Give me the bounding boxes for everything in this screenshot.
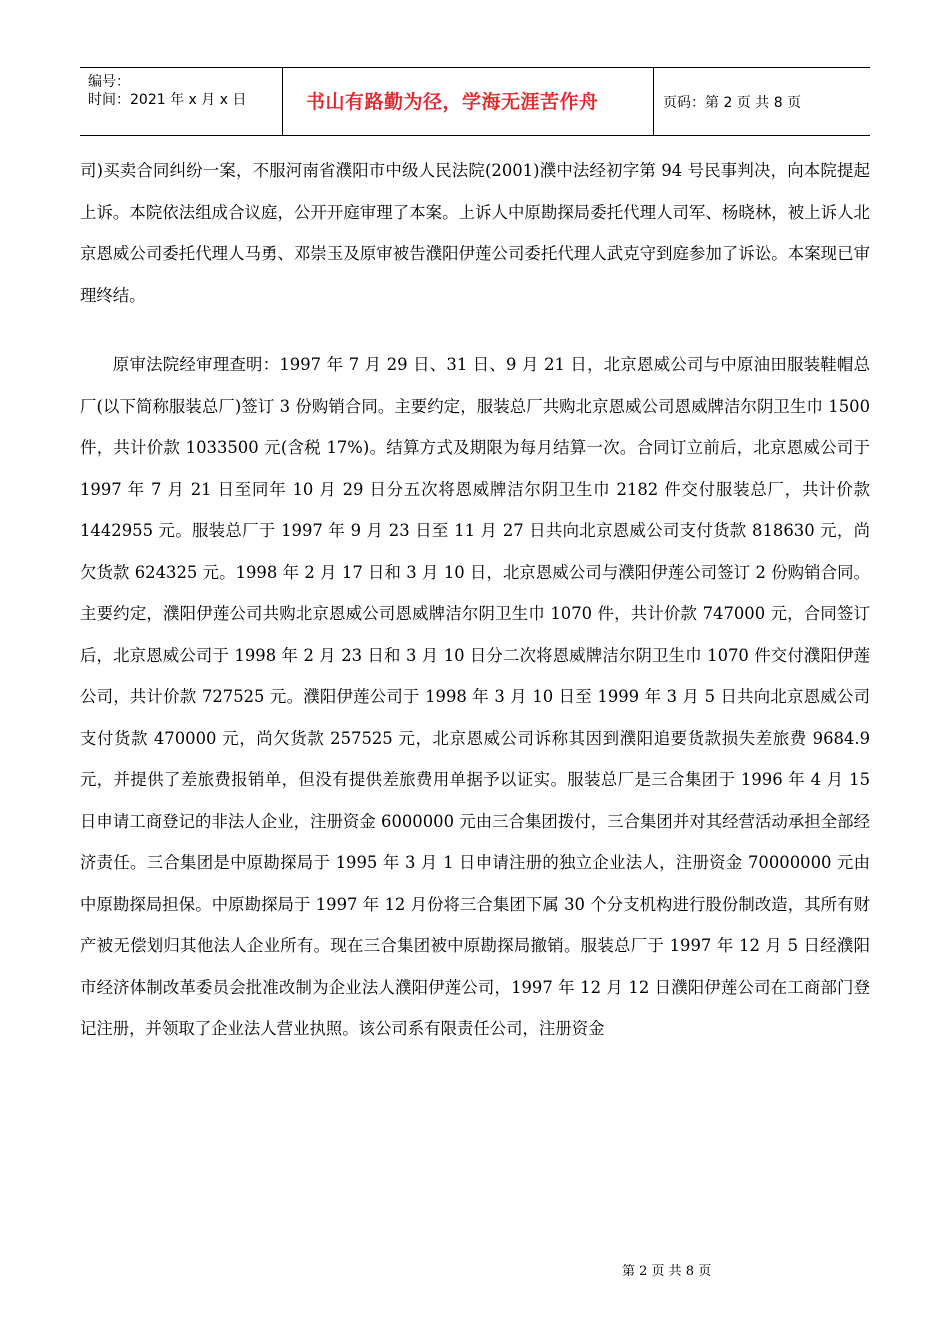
header-bottom-rule: [80, 135, 870, 136]
header-time-label: 时间：2021 年 x 月 x 日: [88, 92, 247, 108]
header-top-rule: [80, 67, 870, 68]
page-header: [80, 67, 870, 137]
header-divider-left: [282, 67, 283, 136]
page-footer: 第 2 页 共 8 页: [622, 1264, 712, 1279]
header-page-label: 页码：第 2 页 共 8 页: [663, 95, 802, 111]
header-divider-right: [653, 67, 654, 136]
header-motto: 书山有路勤为径，学海无涯苦作舟: [306, 91, 599, 113]
paragraph-gap: [80, 316, 870, 344]
paragraph-continued: 司)买卖合同纠纷一案，不服河南省濮阳市中级人民法院(2001)濮中法经初字第 94 号民事判决，向本院提起上诉。本院依法组成合议庭，公开开庭审理了本案。上诉人中原勘探局委托代理人司军、杨晓林，被上诉人北京恩威公司委托代理人马勇、邓崇玉及原审被告濮阳伊莲公司委托代理人武克守到庭参加了诉讼。本案现已审理终结。: [80, 161, 870, 305]
document-body: [80, 150, 870, 1050]
paragraph-findings: 原审法院经审理查明：1997 年 7 月 29 日、31 日、9 月 21 日，北京恩威公司与中原油田服装鞋帽总厂(以下简称服装总厂)签订 3 份购销合同。主要约定，服装总厂共购北京恩威公司恩威牌洁尔阴卫生巾 1500 件，共计价款 1033500 元(含税 17%)。结算方式及期限为每月结算一次。合同订立前后，北京恩威公司于 1997 年 7 月 21 日至同年 10 月 29 日分五次将恩威牌洁尔阴卫生巾 2182 件交付服装总厂，共计价款 1442955 元。服装总厂于 1997 年 9 月 23 日至 11 月 27 日共向北京恩威公司支付货款 818630 元，尚欠货款 624325 元。1998 年 2 月 17 日和 3 月 10 日，北京恩威公司与濮阳伊莲公司签订 2 份购销合同。主要约定，濮阳伊莲公司共购北京恩威公司恩威牌洁尔阴卫生巾 1070 件，共计价款 747000 元，合同签订后，北京恩威公司于 1998 年 2 月 23 日和 3 月 10 日分二次将恩威牌洁尔阴卫生巾 1070 件交付濮阳伊莲公司，共计价款 727525 元。濮阳伊莲公司于 1998 年 3 月 10 日至 1999 年 3 月 5 日共向北京恩威公司支付货款 470000 元，尚欠货款 257525 元，北京恩威公司诉称其因到濮阳追要货款损失差旅费 9684.9 元，并提供了差旅费报销单，但没有提供差旅费用单据予以证实。服装总厂是三合集团于 1996 年 4 月 15 日申请工商登记的非法人企业，注册资金 6000000 元由三合集团拨付，三合集团并对其经营活动承担全部经济责任。三合集团是中原勘探局于 1995 年 3 月 1 日申请注册的独立企业法人，注册资金 70000000 元由中原勘探局担保。中原勘探局于 1997 年 12 月份将三合集团下属 30 个分支机构进行股份制改造，其所有财产被无偿划归其他法人企业所有。现在三合集团被中原勘探局撤销。服装总厂于 1997 年 12 月 5 日经濮阳市经济体制改革委员会批准改制为企业法人濮阳伊莲公司，1997 年 12 月 12 日濮阳伊莲公司在工商部门登记注册，并领取了企业法人营业执照。该公司系有限责任公司，注册资金: [80, 355, 870, 1038]
header-number-label: 编号：: [88, 74, 130, 90]
